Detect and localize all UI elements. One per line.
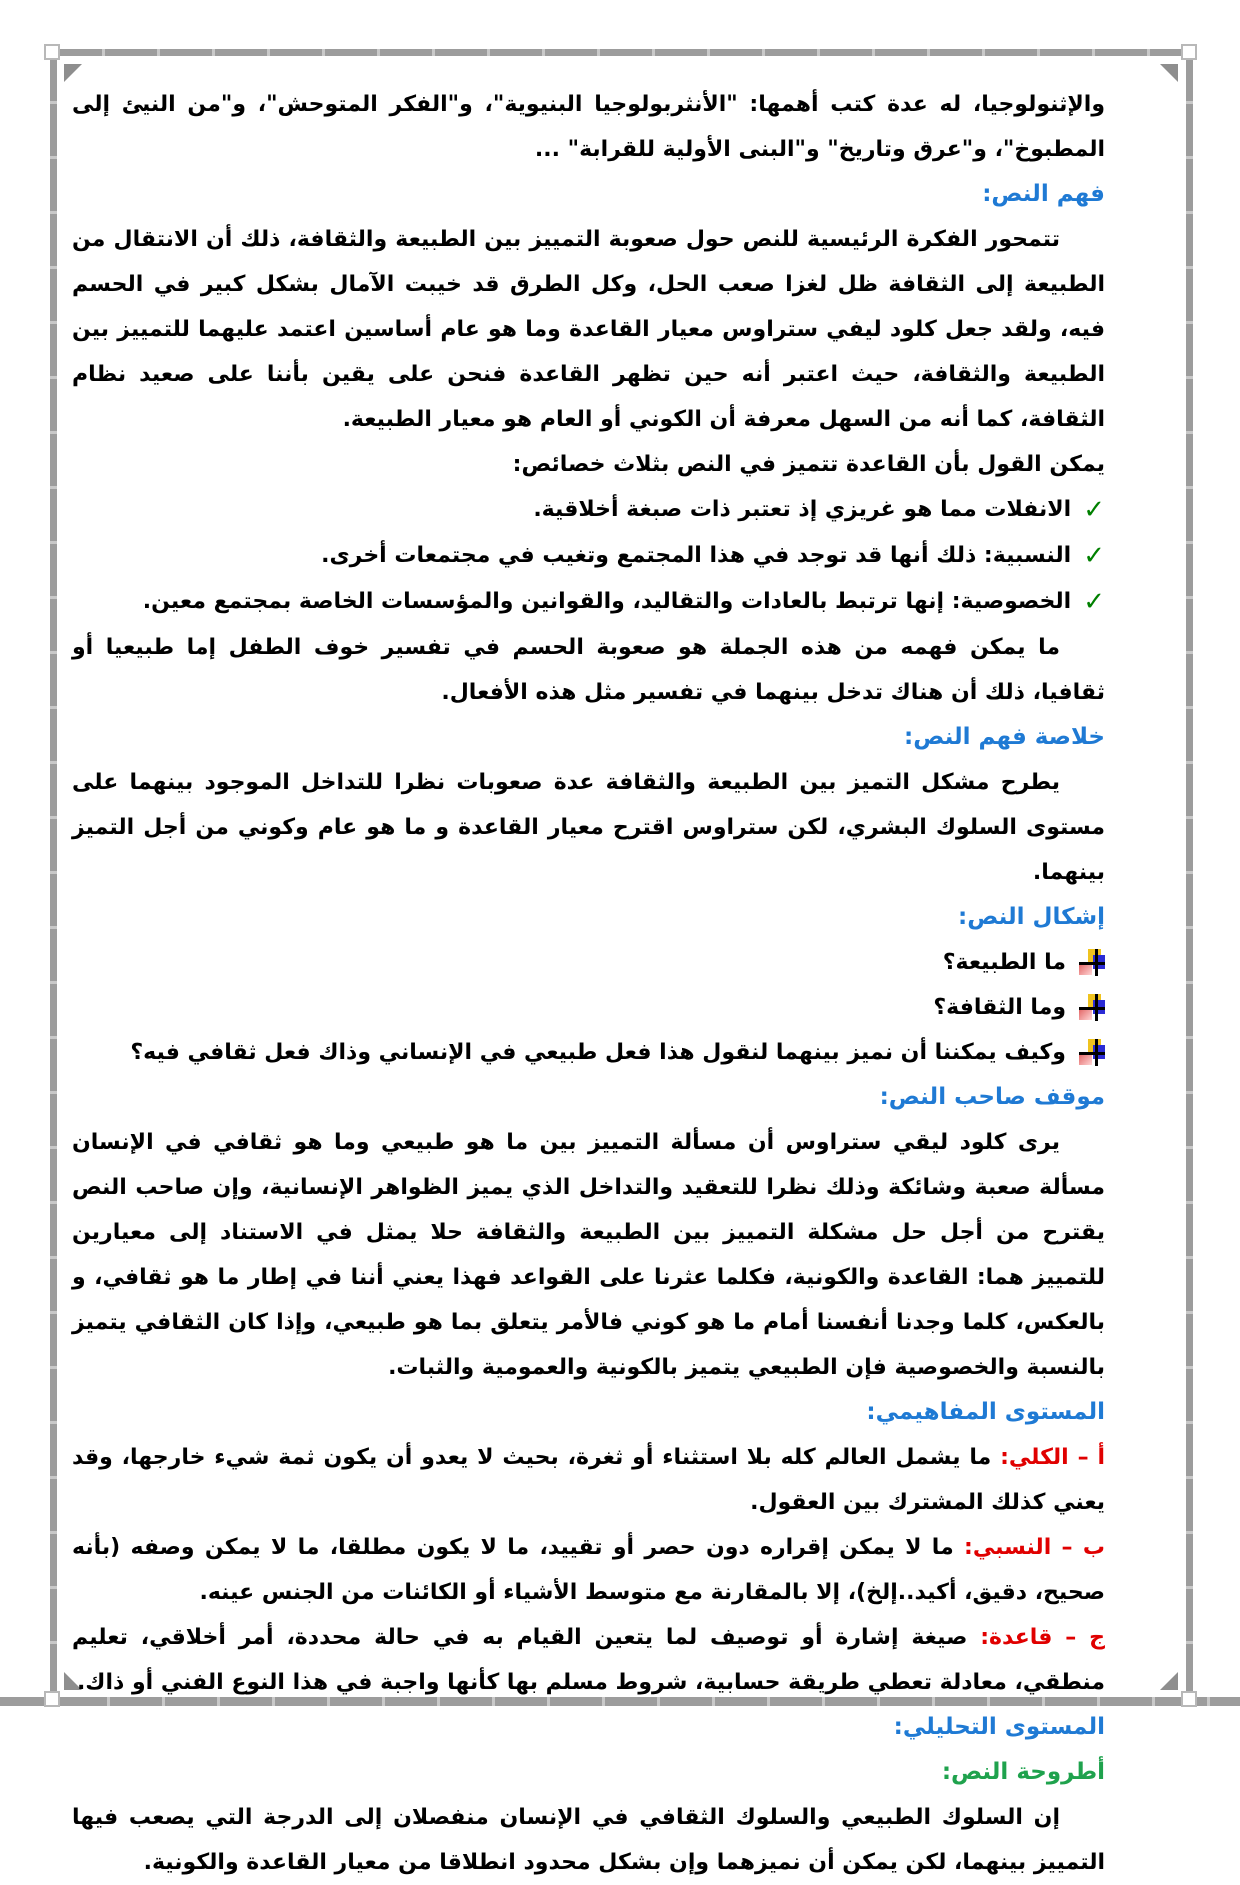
checkmark-icon: ✓ <box>1083 541 1105 571</box>
list-item <box>72 985 1105 1030</box>
section-title-author-position: موقف صاحب النص: <box>879 1084 1105 1110</box>
corner-triangle-icon <box>1160 1672 1178 1690</box>
list-item <box>72 533 1105 579</box>
section-title-problem: إشكال النص: <box>958 904 1105 930</box>
corner-triangle-icon <box>64 64 82 82</box>
summary-paragraph: يطرح مشكل التميز بين الطبيعة والثقافة عدة صعوبات نظرا للتداخل الموجود بينهما على مستوى السلوك البشري، لكن ستراوس اقترح معيار القاعدة و ما هو عام وكوني من أجل التميز بينهما. <box>72 770 1105 885</box>
border-corner-notch <box>1181 44 1197 60</box>
checkmark-icon: ✓ <box>1083 495 1105 525</box>
page-border-left <box>50 49 57 1697</box>
plus-flag-bullet-icon <box>1079 1039 1105 1066</box>
question-text: وما الثقافة؟ <box>933 995 1066 1020</box>
border-corner-notch <box>1181 1691 1197 1707</box>
section-title-summary: خلاصة فهم النص: <box>904 724 1105 750</box>
intro-paragraph: والإثنولوجيا، له عدة كتب أهمها: "الأنثربولوجيا البنيوية"، و"الفكر المتوحش"، و"من النيئ إلى المطبوخ"، و"عرق وتاريخ" و"البنى الأولية للقرابة" ... <box>72 92 1105 162</box>
definition-label: ب – النسبي: <box>964 1535 1105 1560</box>
definition-item <box>72 1615 1105 1705</box>
characteristic-text: الانفلات مما هو غريزي إذ تعتبر ذات صبغة أخلاقية. <box>533 497 1072 522</box>
question-text: وكيف يمكننا أن نميز بينهما لنقول هذا فعل طبيعي في الإنساني وذاك فعل ثقافي فيه؟ <box>130 1040 1066 1065</box>
section-title-thesis: أطروحة النص: <box>941 1759 1105 1785</box>
rule-lead-line: يمكن القول بأن القاعدة تتميز في النص بثلاث خصائص: <box>512 452 1105 477</box>
border-corner-notch <box>44 44 60 60</box>
corner-triangle-icon <box>1160 64 1178 82</box>
list-item <box>72 1030 1105 1075</box>
definition-text: صيغة إشارة أو توصيف لما يتعين القيام به في حالة محددة، أمر أخلاقي، تعليم منطقي، معادلة تعطي طريقة حسابية، شروط مسلم بها كأنها واجبة في هذا النوع الفني أو ذاك. <box>72 1625 1105 1695</box>
document-body <box>72 82 1105 1885</box>
definition-text: ما لا يمكن إقراره دون حصر أو تقييد، ما لا يكون مطلقا، ما لا يمكن وصفه (بأنه صحيح، دقيق، أكيد..إلخ)، إلا بالمقارنة مع متوسط الأشياء أو الكائنات من الجنس عينه. <box>72 1535 1105 1605</box>
border-corner-notch <box>44 1691 60 1707</box>
author-position-paragraph: يرى كلود ليقي ستراوس أن مسألة التمييز بين ما هو طبيعي وما هو ثقافي في الإنسان مسألة صعبة وشائكة وذلك نظرا للتعقيد والتداخل الذي يميز الظواهر الإنسانية، وإن صاحب النص يقترح من أجل حل مشكلة التمييز بين الطبيعة والثقافة حلا يمثل في الاستناد إلى معيارين للتمييز هما: القاعدة والكونية، فكلما عثرنا على القواعد فهذا يعني أننا في إطار ما هو ثقافي، و بالعكس، كلما وجدنا أنفسنا أمام ما هو كوني فالأمر يتعلق بما هو طبيعي، وإذا كان الثقافي يتميز بالنسبة والخصوصية فإن الطبيعي يتميز بالكونية والعمومية والثبات. <box>72 1130 1105 1380</box>
characteristic-text: النسبية: ذلك أنها قد توجد في هذا المجتمع وتغيب في مجتمعات أخرى. <box>321 543 1072 568</box>
list-item <box>72 579 1105 625</box>
definition-text: ما يشمل العالم كله بلا استثناء أو ثغرة، بحيث لا يعدو أن يكون ثمة شيء خارجها، وقد يعني كذلك المشترك بين العقول. <box>72 1445 1105 1515</box>
section-title-understanding: فهم النص: <box>982 181 1105 207</box>
thesis-paragraph: إن السلوك الطبيعي والسلوك الثقافي في الإنسان منفصلان إلى الدرجة التي يصعب فيها التمييز بينهما، لكن يمكن أن نميزهما وإن بشكل محدود انطلاقا من معيار القاعدة والكونية. <box>72 1805 1105 1875</box>
page-border-top <box>50 49 1193 56</box>
definition-label: أ – الكلي: <box>1000 1445 1105 1470</box>
definition-label: ج – قاعدة: <box>980 1625 1105 1650</box>
section-title-conceptual-level: المستوى المفاهيمي: <box>866 1399 1105 1425</box>
section-title-analytical-level: المستوى التحليلي: <box>893 1714 1105 1740</box>
list-item <box>72 940 1105 985</box>
question-text: ما الطبيعة؟ <box>942 950 1066 975</box>
plus-flag-bullet-icon <box>1079 994 1105 1021</box>
plus-flag-bullet-icon <box>1079 949 1105 976</box>
definition-item <box>72 1525 1105 1615</box>
list-item <box>72 487 1105 533</box>
checkmark-icon: ✓ <box>1083 587 1105 617</box>
page-border-right <box>1186 49 1193 1697</box>
understanding-closing-paragraph: ما يمكن فهمه من هذه الجملة هو صعوبة الحسم في تفسير خوف الطفل إما طبيعيا أو ثقافيا، ذلك أن هناك تدخل بينهما في تفسير مثل هذه الأفعال. <box>72 635 1105 705</box>
characteristic-text: الخصوصية: إنها ترتبط بالعادات والتقاليد، والقوانين والمؤسسات الخاصة بمجتمع معين. <box>142 589 1072 614</box>
understanding-paragraph: تتمحور الفكرة الرئيسية للنص حول صعوبة التمييز بين الطبيعة والثقافة، ذلك أن الانتقال من الطبيعة إلى الثقافة ظل لغزا صعب الحل، وكل الطرق قد خيبت الآمال بشكل كبير في الحسم فيه، ولقد جعل كلود ليفي ستراوس معيار القاعدة وما هو عام أساسين اعتمد عليهما للتمييز بين الطبيعة والثقافة، حيث اعتبر أنه حين تظهر القاعدة فنحن على يقين بأننا على صعيد نظام الثقافة، كما أنه من السهل معرفة أن الكوني أو العام هو معيار الطبيعة. <box>72 227 1105 432</box>
definition-item <box>72 1435 1105 1525</box>
